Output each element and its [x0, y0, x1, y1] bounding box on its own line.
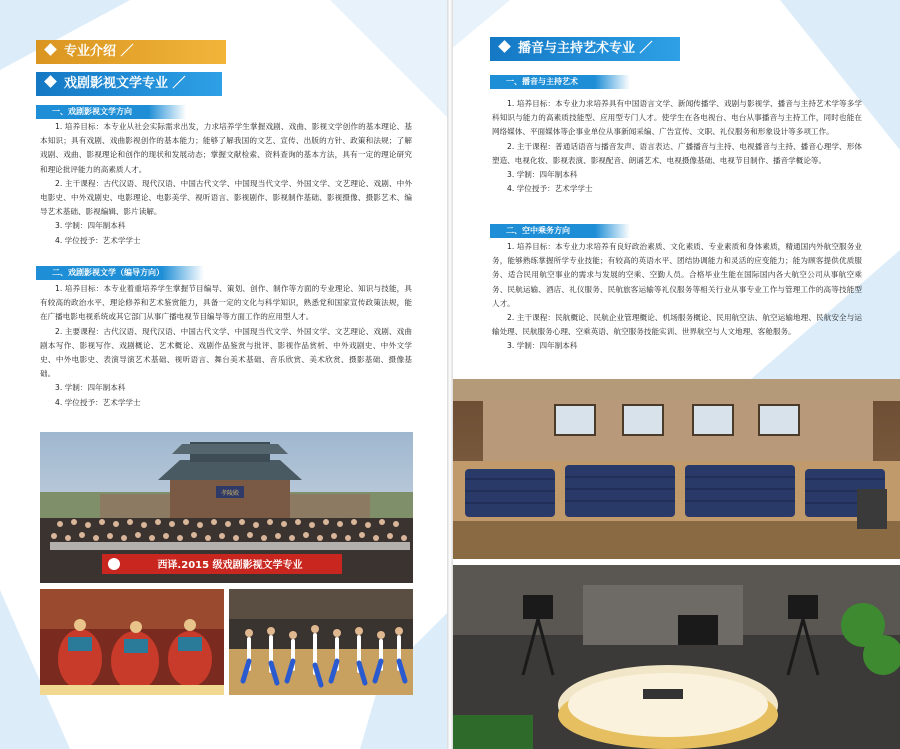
- auditorium-photo: [453, 379, 900, 559]
- right-page: [450, 0, 900, 749]
- group-photo-banner-text: 西译.2015 级戏剧影视文学专业: [157, 560, 303, 571]
- subsection-title-1: 一、戏剧影视文学方向: [52, 107, 132, 116]
- duration: 3. 学制：四年制本科: [55, 383, 126, 393]
- dance-photo-ethnic: [40, 589, 224, 695]
- major-title: 戏剧影视文学专业 ／: [64, 76, 186, 91]
- diamond-icon: [498, 40, 511, 53]
- auditorium-image: [453, 379, 900, 559]
- section-title-bar: [36, 40, 226, 64]
- temple-plaque-text: 孝陵殿: [220, 490, 240, 497]
- subsection-title-1: 一、播音与主持艺术: [506, 77, 578, 86]
- duration: 3. 学制：四年制本科: [507, 341, 578, 351]
- training-goal: 1. 培养目标：本专业力求培养有良好政治素质、文化素质、专业素质和身体素质，精通国内外航空服务业务，能够熟练掌握所学专业技能；有较高的英语水平、团结协调能力和灵活的应变能力；能为顾客提供优质服务、适合民用航空事业的需求与发展的空乘、空勤人员。合格毕业生能在国际国内各大航空公司从事航空乘务、民航运输、酒店、礼仪服务、民航旅客运输等礼仪服务等相关行业从事专业工作与管理工作的高等技能型人才。: [492, 242, 862, 308]
- degree: 4. 学位授予：艺术学学士: [55, 397, 141, 407]
- training-goal: 1. 培养目标：本专业从社会实际需求出发，力求培养学生掌握戏剧、戏曲、影视文学创作的基本理论、基本知识；具有戏剧、戏曲影视创作的基本能力；能够了解我国的文艺、宣传、出版的方针、政策和法规；了解戏剧、戏曲、影视理论和创作的现状和发展动态；掌握文献检索、资料查询的基本方法，具有一定的理论研究和理论批评能力的高素质人才。: [40, 122, 412, 174]
- training-goal: 1. 培养目标：本专业力求培养具有中国语言文学、新闻传播学、戏剧与影视学、播音与主持艺术学等多学科知识与能力的高素质技能型、应用型专门人才。使学生在各电视台、电台从事播音与主持工作，同时也能在网络媒体、平面媒体等企事业单位从事新闻采编、广告宣传、文职、礼仪服务和形象设计等多项工作。: [492, 99, 862, 137]
- subsection-bar-2: [36, 266, 204, 280]
- diamond-icon: [44, 43, 57, 56]
- duration: 3. 学制：四年制本科: [507, 170, 578, 180]
- subsection-title-2: 二、戏剧影视文学（编导方向）: [52, 268, 164, 277]
- subsection-bar-1: [490, 75, 630, 89]
- group-photo-image: [40, 432, 413, 583]
- main-courses: 2. 主干课程：普通话语音与播音发声、语言表达、广播播音与主持、电视播音与主持、播音心理学、形体塑造、电视化妆、影视表演、影视配音、朗诵艺术、电视摄像基础、电视节目制作、播音学概论等。: [492, 141, 862, 165]
- section-title: 专业介绍 ／: [64, 44, 134, 59]
- left-sub1-body: [40, 120, 412, 248]
- right-sub2-body: [492, 240, 862, 354]
- main-courses: 2. 主干课程：民航概论、民航企业管理概论、机场服务概论、民用航空法、航空运输地理、民航安全与运输处理、民航服务心理、空乘英语、航空服务技能实训、世界航空与人文地理、客舱服务。: [492, 313, 862, 337]
- main-courses: 2. 主干课程：古代汉语、现代汉语、中国古代文学、中国现当代文学、外国文学、文艺理论、戏剧、中外电影史、中外戏剧史、电影理论、电影美学、视听语言、影视剧作、影视制作基础、影视摄像、摄影艺术、编导艺术基础、影视编辑、影片读解。: [40, 178, 412, 217]
- stage-dance-image: [229, 589, 413, 695]
- right-sub1-body: [492, 97, 862, 196]
- tv-studio-photo: [453, 565, 900, 749]
- main-courses: 2. 主要课程：古代汉语、现代汉语、中国古代文学、中国现当代文学、外国文学、文艺理论、戏剧、戏曲剧本写作、影视写作、戏剧概论、艺术概论、戏剧作品鉴赏与批评、影视作品赏析、中外戏剧史、中外文学史、中外电影史、表演导演艺术基础、视听语言、舞台美术基础、音乐欣赏、美术欣赏、摄影基础、摄像基础。: [40, 326, 412, 379]
- page-gutter: [447, 0, 453, 749]
- tv-studio-image: [453, 565, 900, 749]
- group-photo-temple: [40, 432, 413, 583]
- subsection-bar-2: [490, 224, 630, 238]
- training-goal: 1. 培养目标：本专业着重培养学生掌握节目编导、策划、创作、制作等方面的专业理论、知识与技能，具有较高的政治水平、理论修养和艺术鉴赏能力，具备一定的文化与科学知识，熟悉党和国家宣传政策法规，能在广播电影电视系统或其它部门从事广播电视节目编导等方面工作的应用型人才。: [40, 284, 412, 322]
- degree: 4. 学位授予：艺术学学士: [55, 235, 141, 245]
- duration: 3. 学制：四年制本科: [55, 221, 126, 231]
- diamond-icon: [44, 75, 57, 88]
- dance-photo-stage: [229, 589, 413, 695]
- dance-photo-image: [40, 589, 224, 695]
- subsection-bar-1: [36, 105, 186, 119]
- degree: 4. 学位授予：艺术学学士: [507, 184, 593, 194]
- major-title-bar: [490, 37, 680, 61]
- major-title: 播音与主持艺术专业 ／: [518, 41, 653, 56]
- left-sub2-body: [40, 282, 412, 410]
- major-title-bar: [36, 72, 222, 96]
- subsection-title-2: 二、空中乘务方向: [506, 226, 570, 235]
